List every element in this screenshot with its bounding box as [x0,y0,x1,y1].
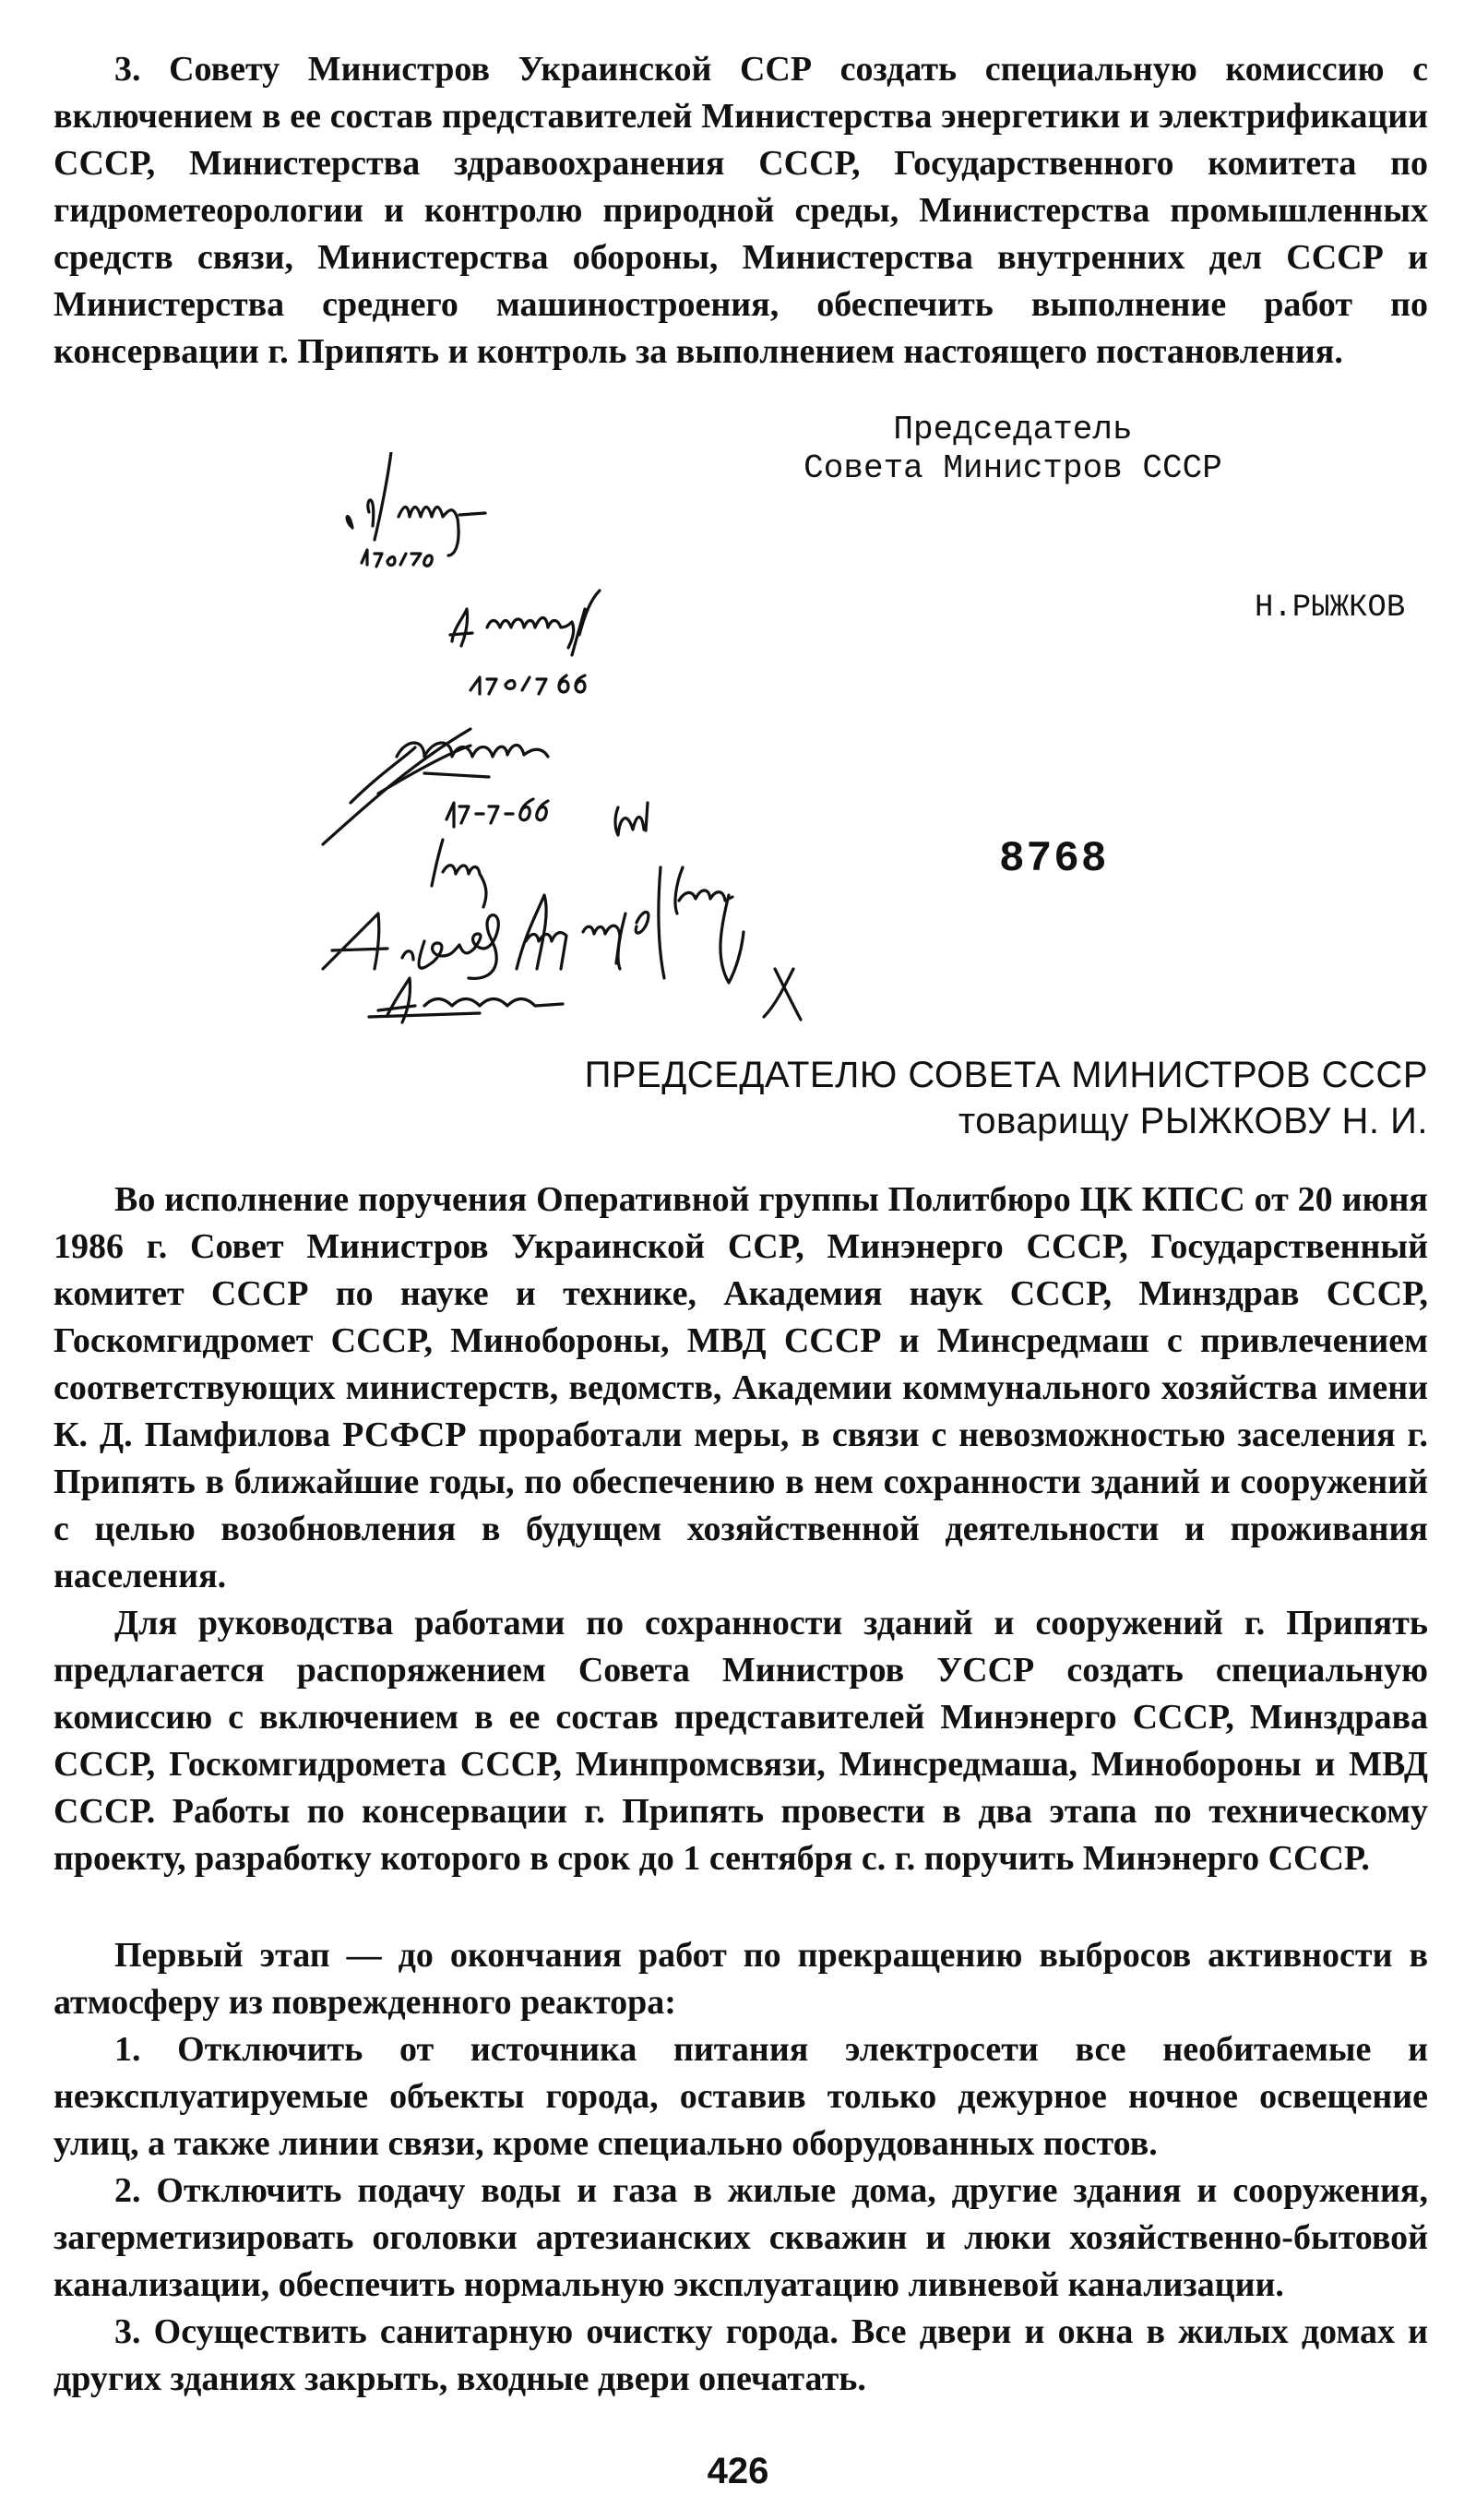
addressee-line2: товарищу РЫЖКОВУ Н. И. [958,1101,1428,1141]
signature-3-date [446,799,548,827]
signature-2 [450,591,600,655]
handwritten-signatures [295,452,1033,1043]
signature-8 [369,978,563,1022]
signature-crosshatch [764,969,801,1020]
signature-2-date [470,675,585,694]
signature-3 [323,729,548,844]
body-paragraph-1: Во исполнение поручения Оперативной группы Политбюро ЦК КПСС от 20 июня 1986 г. Совет Министров Украинской ССР, Минэнерго СССР, Государственный комитет СССР по науке и технике, Академия наук СССР, Минздрав СССР, Госкомгидромет СССР, Минобороны, МВД СССР и Минсредмаш с привлечением соответствующих министерств, ведомств, Академии коммунального хозяйства имени К. Д. Памфилова РСФСР проработали меры, в связи с невозможностью заселения г. Припять в ближайшие годы, по обеспечению в нем сохранности зданий и сооружений с целью возобновления в будущем хозяйственной деятельности и проживания населения. [54,1180,1428,1595]
signature-1 [347,452,485,555]
signature-6 [517,895,649,969]
first-stage-item-2: 2. Отключить подачу воды и газа в жилые дома, другие здания и сооружения, загерметизировать оголовки артезианских скважин и люки хозяйственно-бытовой канализации, обеспечить нормальную эксплуатацию ливневой канализации. [54,2171,1428,2304]
signature-1-date [362,550,432,567]
first-stage-intro-text: — до окончания работ по прекращению выбросов активности в атмосферу из поврежденного реактора: [54,1936,1428,2022]
first-stage-section [54,1932,1428,2403]
chairman-title-line1: Председатель [893,411,1133,448]
addressee [585,1052,1428,1144]
paragraph-item-3: 3. Совету Министров Украинской ССР создать специальную комиссию с включением в ее состав представителей Министерства энергетики и электрификации СССР, Министерства здравоохранения СССР, Государственного комитета по гидрометеорологии и контролю природной среды, Министерства промышленных средств связи, Министерства обороны, Министерства внутренних дел СССР и Министерства среднего машиностроения, обеспечить выполнение работ по консервации г. Припять и контроль за выполнением настоящего постановления. [54,50,1428,371]
signature-5 [323,914,498,978]
first-stage-item-3: 3. Осуществить санитарную очистку города. Все двери и окна в жилых домах и других зданиях закрыть, входные двери опечатать. [54,2312,1428,2398]
top-paragraph [54,46,1428,376]
first-stage-intro [54,1932,1428,2026]
first-stage-label: Первый этап [114,1936,330,1975]
page-number: 426 [707,2451,769,2491]
addressee-line1: ПРЕДСЕДАТЕЛЮ СОВЕТА МИНИСТРОВ СССР [584,1055,1428,1095]
body-paragraph-2: Для руководства работами по сохранности зданий и сооружений г. Припять предлагается распоряжением Совета Министров УССР создать специальную комиссию с включением в ее состав представителей Минэнерго СССР, Минздрава СССР, Госкомгидромета СССР, Минпромсвязи, Минсредмаша, Минобороны и МВД СССР. Работы по консервации г. Припять провести в два этапа по техническому проекту, разработку которого в срок до 1 сентября с. г. поручить Минэнерго СССР. [54,1604,1428,1878]
signature-7 [659,867,744,983]
body-text [54,1176,1428,1882]
first-stage-item-1: 1. Отключить от источника питания электросети все необитаемые и неэксплуатируемые объекты города, оставив только дежурное ночное освещение улиц, а также линии связи, кроме специально оборудованных постов. [54,2030,1428,2163]
chairman-name: Н.РЫЖКОВ [1255,591,1406,626]
chairman-title-line2: Совета Министров СССР [803,449,1222,487]
document-number: 8768 [999,835,1109,883]
